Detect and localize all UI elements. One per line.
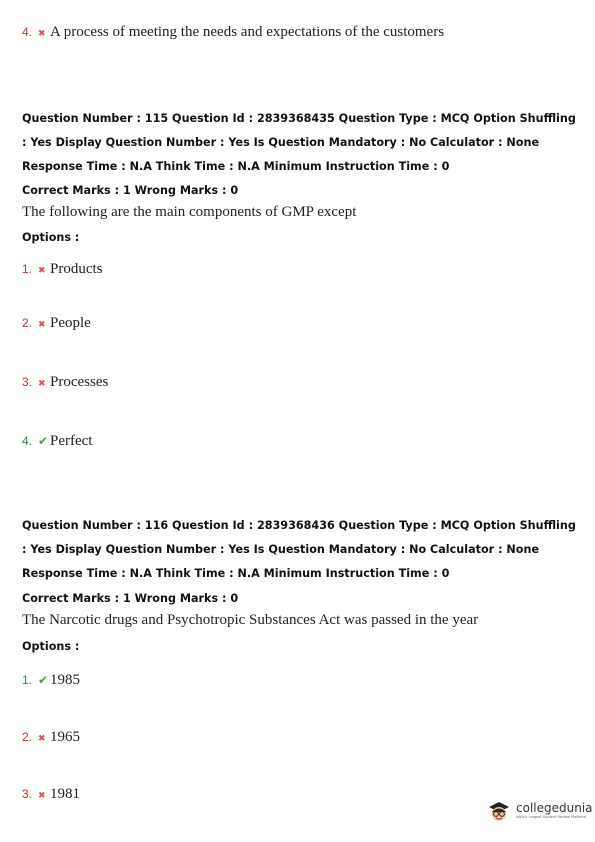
- question-meta: Question Number : 115 Question Id : 2839368435 Question Type : MCQ Option Shuffling : Yes Display Question Number : Yes Is Question Mandatory : No Calculator : None Response Time : N.A Think Time : N.A Minimum Instruction Time : 0: [22, 112, 576, 173]
- cross-icon: ✖: [38, 733, 46, 743]
- cross-icon: ✖: [38, 319, 46, 329]
- option-number: 2.: [22, 730, 33, 744]
- list-item: [22, 729, 80, 746]
- option-number: 4.: [22, 434, 33, 448]
- check-icon: ✔: [38, 673, 49, 687]
- question-text: The following are the main components of GMP except: [22, 204, 357, 220]
- list-item: [22, 672, 80, 689]
- question-meta: Question Number : 116 Question Id : 2839368436 Question Type : MCQ Option Shuffling : Yes Display Question Number : Yes Is Question Mandatory : No Calculator : None Response Time : N.A Think Time : N.A Minimum Instruction Time : 0: [22, 519, 576, 580]
- option-number: 3.: [22, 787, 33, 801]
- option-text: Products: [50, 261, 103, 277]
- option-text: 1985: [50, 672, 80, 688]
- list-item: [22, 786, 80, 803]
- option-number: 1.: [22, 673, 33, 687]
- options-label: Options :: [22, 231, 80, 244]
- question-text: The Narcotic drugs and Psychotropic Substances Act was passed in the year: [22, 612, 479, 628]
- option-text: People: [50, 315, 91, 331]
- list-item: [22, 261, 103, 278]
- list-item: [22, 315, 91, 332]
- options-label: Options :: [22, 640, 80, 653]
- cross-icon: ✖: [38, 790, 46, 800]
- option-text: Processes: [50, 374, 109, 390]
- option-number: 1.: [22, 262, 33, 276]
- option-text: A process of meeting the needs and expectations of the customers: [50, 24, 445, 40]
- cross-icon: ✖: [38, 265, 46, 275]
- brand-logo: [486, 796, 593, 824]
- list-item: [22, 24, 444, 41]
- question-marks: Correct Marks : 1 Wrong Marks : 0: [22, 592, 239, 605]
- logo-tagline: India's Largest Student Review Platform: [516, 815, 586, 819]
- option-text: 1965: [50, 729, 80, 745]
- mascot-icon: [486, 796, 512, 824]
- option-number: 4.: [22, 25, 33, 39]
- option-number: 3.: [22, 375, 33, 389]
- list-item: [22, 374, 108, 391]
- cross-icon: ✖: [38, 378, 46, 388]
- option-number: 2.: [22, 316, 33, 330]
- list-item: [22, 433, 92, 450]
- question-marks: Correct Marks : 1 Wrong Marks : 0: [22, 184, 239, 197]
- check-icon: ✔: [38, 434, 49, 448]
- option-text: 1981: [50, 786, 80, 802]
- option-text: Perfect: [50, 433, 93, 449]
- logo-name: collegedunia: [516, 801, 593, 815]
- cross-icon: ✖: [38, 28, 46, 38]
